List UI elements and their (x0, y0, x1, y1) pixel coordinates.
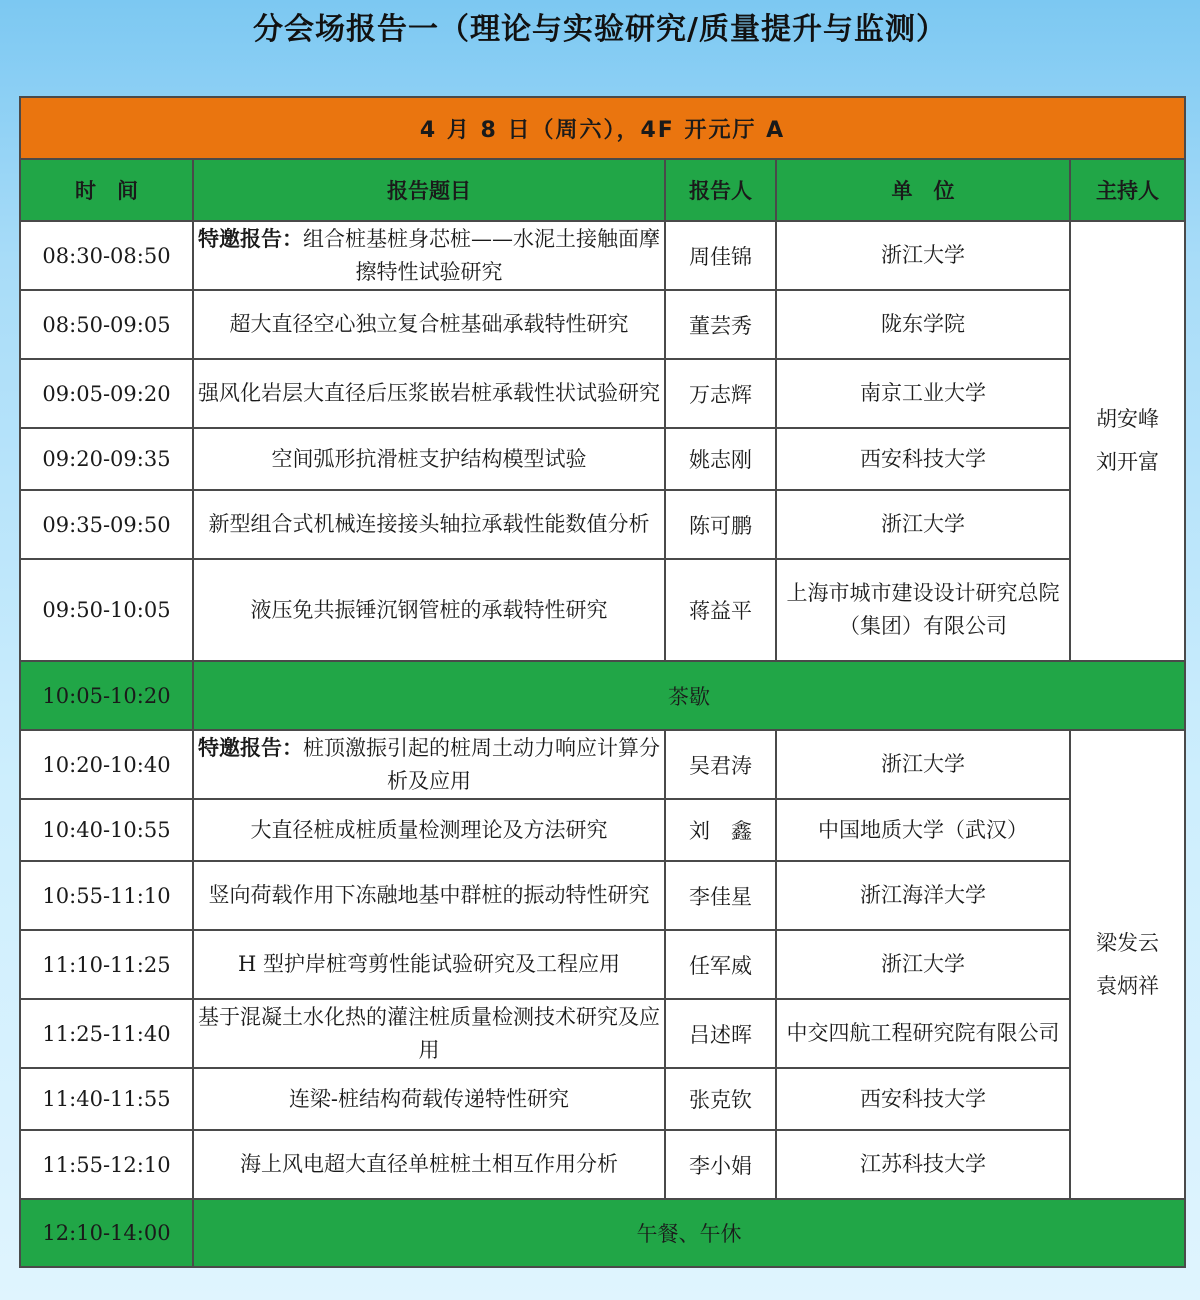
table-row (20, 930, 1185, 999)
unit-cell: 上海市城市建设设计研究总院（集团）有限公司 (776, 559, 1070, 661)
header-host: 主持人 (1070, 159, 1185, 221)
time-cell: 10:20-10:40 (20, 730, 193, 799)
time-cell: 11:10-11:25 (20, 930, 193, 999)
unit-cell: 中国地质大学（武汉） (776, 799, 1070, 861)
header-unit: 单 位 (776, 159, 1070, 221)
topic-text: 竖向荷载作用下冻融地基中群桩的振动特性研究 (208, 883, 650, 907)
topic-cell (193, 1068, 665, 1130)
speaker-cell: 万志辉 (665, 359, 776, 428)
schedule-body (20, 221, 1185, 1267)
page-title: 分会场报告一（理论与实验研究/质量提升与监测） (253, 12, 947, 47)
time-cell: 10:55-11:10 (20, 861, 193, 930)
topic-text: 液压免共振锤沉钢管桩的承载特性研究 (250, 597, 608, 622)
host-name: 梁发云 (1096, 930, 1160, 955)
time-cell: 08:50-09:05 (20, 290, 193, 359)
speaker-cell: 姚志刚 (665, 428, 776, 490)
speaker-cell: 李佳星 (665, 861, 776, 930)
unit-cell: 南京工业大学 (776, 359, 1070, 428)
time-cell: 09:20-09:35 (20, 428, 193, 490)
table-row (20, 221, 1185, 290)
time-cell: 11:25-11:40 (20, 999, 193, 1068)
time-cell: 09:35-09:50 (20, 490, 193, 559)
speaker-cell: 刘 鑫 (665, 799, 776, 861)
topic-cell (193, 730, 665, 799)
topic-cell (193, 930, 665, 999)
time-cell: 08:30-08:50 (20, 221, 193, 290)
table-row (20, 490, 1185, 559)
unit-cell: 西安科技大学 (776, 1068, 1070, 1130)
topic-text: 组合桩基桩身芯桩——水泥土接触面摩擦特性试验研究 (303, 226, 660, 284)
topic-cell (193, 999, 665, 1068)
table-row (20, 999, 1185, 1068)
topic-text: 连梁-桩结构荷载传递特性研究 (288, 1086, 570, 1111)
unit-cell: 浙江海洋大学 (776, 861, 1070, 930)
table-row (20, 730, 1185, 799)
topic-text: 空间弧形抗滑桩支护结构模型试验 (271, 446, 587, 471)
break-time: 12:10-14:00 (20, 1199, 193, 1267)
header-row (20, 159, 1185, 221)
topic-cell (193, 1130, 665, 1199)
topic-cell (193, 290, 665, 359)
host-name: 胡安峰 (1096, 407, 1160, 431)
unit-cell: 江苏科技大学 (776, 1130, 1070, 1199)
table-row (20, 1068, 1185, 1130)
topic-text: 强风化岩层大直径后压浆嵌岩桩承载性状试验研究 (198, 381, 660, 405)
time-cell: 09:05-09:20 (20, 359, 193, 428)
time-cell: 10:40-10:55 (20, 799, 193, 861)
table-row (20, 559, 1185, 661)
topic-text: H 型护岸桩弯剪性能试验研究及工程应用 (238, 952, 620, 976)
topic-cell (193, 428, 665, 490)
topic-cell (193, 221, 665, 290)
date-banner: 4 月 8 日（周六），4F 开元厅 A (20, 97, 1185, 159)
speaker-cell: 吴君涛 (665, 730, 776, 799)
topic-text: 基于混凝土水化热的灌注桩质量检测技术研究及应用 (198, 1004, 660, 1062)
schedule-table (19, 96, 1186, 1268)
unit-cell: 浙江大学 (776, 221, 1070, 290)
host-name: 袁炳祥 (1096, 973, 1160, 998)
topic-text: 桩顶激振引起的桩周土动力响应计算分析及应用 (303, 735, 660, 793)
header-topic: 报告题目 (193, 159, 665, 221)
break-label: 午餐、午休 (193, 1199, 1185, 1267)
unit-cell: 浙江大学 (776, 490, 1070, 559)
speaker-cell: 张克钦 (665, 1068, 776, 1130)
unit-cell: 陇东学院 (776, 290, 1070, 359)
topic-cell (193, 359, 665, 428)
speaker-cell: 蒋益平 (665, 559, 776, 661)
speaker-cell: 吕述晖 (665, 999, 776, 1068)
tea-break-row (20, 661, 1185, 730)
topic-text: 新型组合式机械连接接头轴拉承载性能数值分析 (208, 512, 650, 536)
special-report-label: 特邀报告： (198, 226, 303, 251)
break-label: 茶歇 (193, 661, 1185, 730)
table-row (20, 290, 1185, 359)
time-cell: 11:55-12:10 (20, 1130, 193, 1199)
header-time: 时 间 (20, 159, 193, 221)
break-time: 10:05-10:20 (20, 661, 193, 730)
header-speaker: 报告人 (665, 159, 776, 221)
topic-text: 大直径桩成桩质量检测理论及方法研究 (250, 817, 608, 842)
topic-text: 海上风电超大直径单桩桩土相互作用分析 (240, 1152, 618, 1176)
date-banner-row (20, 97, 1185, 159)
time-cell: 09:50-10:05 (20, 559, 193, 661)
topic-text: 超大直径空心独立复合桩基础承载特性研究 (229, 312, 629, 336)
time-cell: 11:40-11:55 (20, 1068, 193, 1130)
topic-cell (193, 799, 665, 861)
host-cell (1070, 730, 1185, 1199)
host-name: 刘开富 (1096, 450, 1160, 474)
table-row (20, 861, 1185, 930)
table-row (20, 428, 1185, 490)
speaker-cell: 陈可鹏 (665, 490, 776, 559)
lunch-break-row (20, 1199, 1185, 1267)
topic-cell (193, 559, 665, 661)
table-row (20, 799, 1185, 861)
table-row (20, 359, 1185, 428)
topic-cell (193, 861, 665, 930)
topic-cell (193, 490, 665, 559)
speaker-cell: 任军威 (665, 930, 776, 999)
speaker-cell: 李小娟 (665, 1130, 776, 1199)
host-cell (1070, 221, 1185, 661)
unit-cell: 浙江大学 (776, 730, 1070, 799)
table-row (20, 1130, 1185, 1199)
unit-cell: 西安科技大学 (776, 428, 1070, 490)
unit-cell: 中交四航工程研究院有限公司 (776, 999, 1070, 1068)
speaker-cell: 董芸秀 (665, 290, 776, 359)
special-report-label: 特邀报告： (198, 735, 303, 760)
speaker-cell: 周佳锦 (665, 221, 776, 290)
unit-cell: 浙江大学 (776, 930, 1070, 999)
